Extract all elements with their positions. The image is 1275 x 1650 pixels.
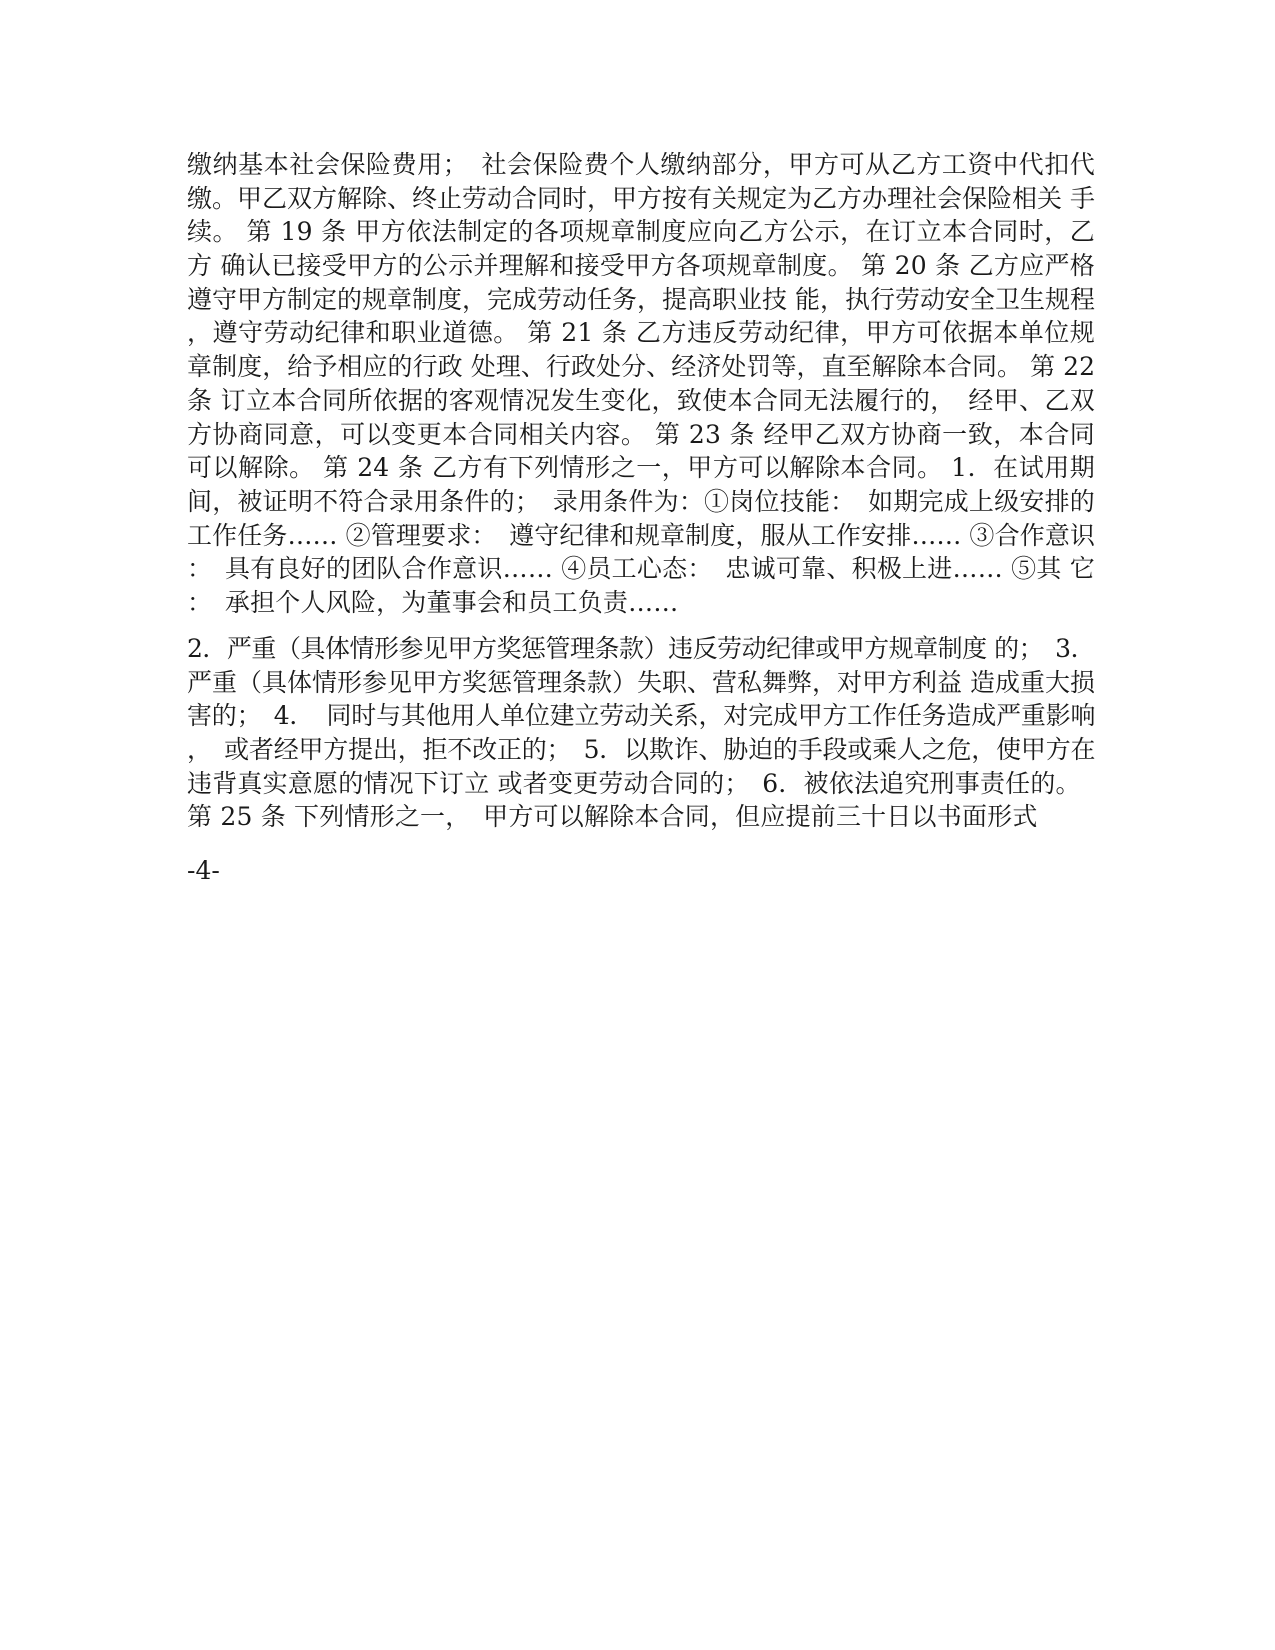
- text-line: 遵守甲方制定的规章制度，完成劳动任务，提高职业技 能，执行劳动安全卫生规程: [187, 284, 1095, 314]
- text-line: 工作任务…… ②管理要求： 遵守纪律和规章制度，服从工作安排…… ③合作意识: [187, 520, 1095, 550]
- body-paragraph-2: [187, 632, 1095, 834]
- text-line: 方 确认已接受甲方的公示并理解和接受甲方各项规章制度。 第 20 条 乙方应严格: [187, 251, 1095, 281]
- text-line: 缴。甲乙双方解除、终止劳动合同时，甲方按有关规定为乙方办理社会保险相关 手: [187, 183, 1095, 213]
- text-line: ， 或者经甲方提出，拒不改正的； 5．以欺诈、胁迫的手段或乘人之危，使甲方在: [187, 735, 1096, 765]
- text-line: 缴纳基本社会保险费用； 社会保险费个人缴纳部分，甲方可从乙方工资中代扣代: [187, 150, 1095, 179]
- text-line: 第 25 条 下列情形之一， 甲方可以解除本合同，但应提前三十日以书面形式: [187, 802, 1038, 832]
- text-line: 方协商同意，可以变更本合同相关内容。 第 23 条 经甲乙双方协商一致，本合同: [187, 419, 1095, 449]
- text-line: 章制度，给予相应的行政 处理、行政处分、经济处罚等，直至解除本合同。 第 22: [187, 352, 1095, 382]
- text-line: 续。 第 19 条 甲方依法制定的各项规章制度应向乙方公示，在订立本合同时，乙: [187, 217, 1095, 247]
- text-line: ： 具有良好的团队合作意识…… ④员工心态： 忠诚可靠、积极上进…… ⑤其 它: [187, 554, 1095, 584]
- text-line: 严重（具体情形参见甲方奖惩管理条款）失职、营私舞弊，对甲方利益 造成重大损: [187, 667, 1095, 697]
- text-line: 违背真实意愿的情况下订立 或者变更劳动合同的； 6．被依法追究刑事责任的。: [187, 768, 1081, 798]
- text-line: 2．严重（具体情形参见甲方奖惩管理条款）违反劳动纪律或甲方规章制度 的； 3．: [187, 634, 1095, 663]
- text-line: 条 订立本合同所依据的客观情况发生变化，致使本合同无法履行的， 经甲、乙双: [187, 385, 1095, 415]
- text-line: 间，被证明不符合录用条件的； 录用条件为：①岗位技能： 如期完成上级安排的: [187, 486, 1095, 516]
- text-line: 可以解除。 第 24 条 乙方有下列情形之一，甲方可以解除本合同。 1．在试用期: [187, 453, 1095, 483]
- text-line: 害的； 4． 同时与其他用人单位建立劳动关系，对完成甲方工作任务造成严重影响: [187, 701, 1096, 731]
- body-paragraph-1: [187, 148, 1095, 620]
- text-line: ，遵守劳动纪律和职业道德。 第 21 条 乙方违反劳动纪律，甲方可依据本单位规: [187, 318, 1095, 348]
- page-number: -4-: [187, 856, 220, 885]
- text-line: ： 承担个人风险，为董事会和员工负责……: [187, 587, 679, 617]
